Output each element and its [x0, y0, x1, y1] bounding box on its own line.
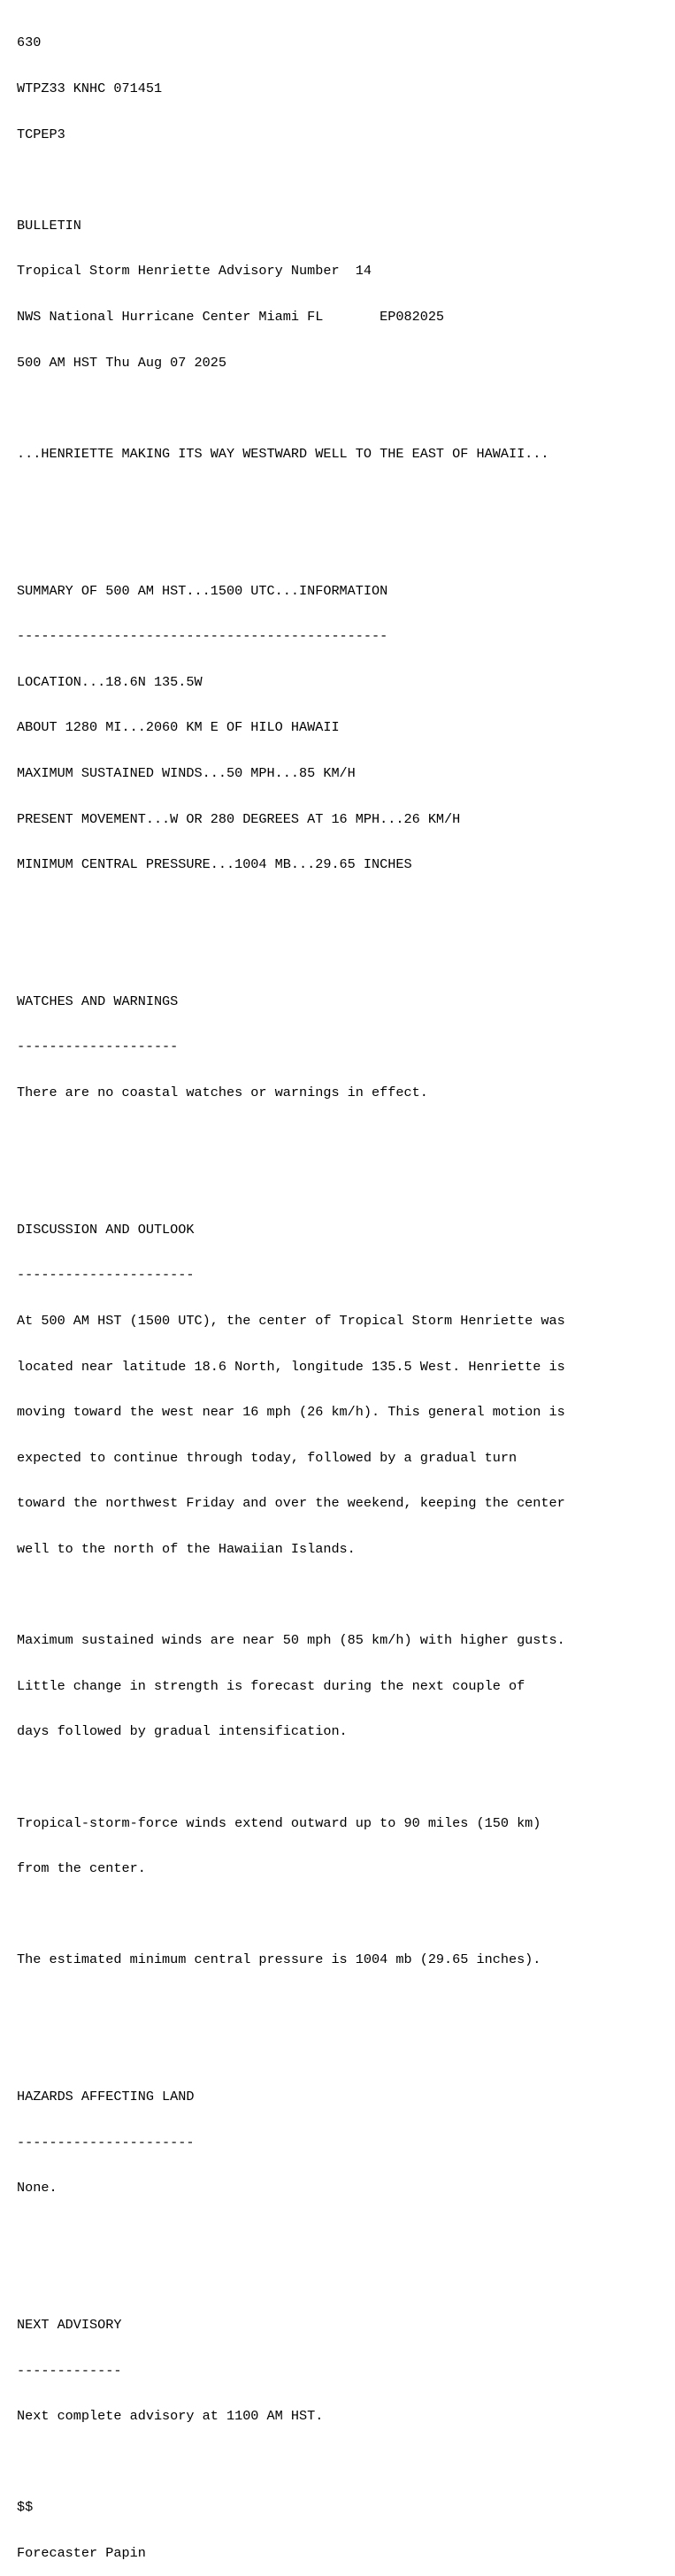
blank-line [17, 903, 565, 918]
hazards-text: None. [17, 2180, 58, 2196]
blank-line [17, 538, 565, 553]
blank-line [17, 2044, 565, 2059]
blank-line [17, 492, 565, 507]
summary-movement: PRESENT MOVEMENT...W OR 280 DEGREES AT 16 MPH...26 KM/H [17, 810, 461, 827]
advisory-title: Tropical Storm Henriette Advisory Number 14 [17, 263, 372, 280]
forecaster-signature: Forecaster Papin [17, 2545, 146, 2562]
discussion-line: moving toward the west near 16 mph (26 km/h). This general motion is [17, 1404, 565, 1421]
summary-heading: SUMMARY OF 500 AM HST...1500 UTC...INFORMATION [17, 582, 388, 599]
blank-line [17, 401, 565, 416]
discussion-line: Maximum sustained winds are near 50 mph (85 km/h) with higher gusts. [17, 1632, 565, 1649]
next-advisory-text: Next complete advisory at 1100 AM HST. [17, 2408, 324, 2425]
blank-line [17, 1131, 565, 1146]
summary-pressure: MINIMUM CENTRAL PRESSURE...1004 MB...29.65 INCHES [17, 856, 412, 873]
blank-line [17, 948, 565, 963]
blank-line [17, 2273, 565, 2288]
watches-text: There are no coastal watches or warnings in effect. [17, 1085, 428, 1101]
blank-line [17, 1770, 565, 1785]
headline: ...HENRIETTE MAKING ITS WAY WESTWARD WELL TO THE EAST OF HAWAII... [17, 445, 549, 462]
blank-line [17, 2455, 565, 2470]
blank-line [17, 1588, 565, 1603]
summary-location: LOCATION...18.6N 135.5W [17, 673, 203, 690]
summary-winds: MAXIMUM SUSTAINED WINDS...50 MPH...85 KM/H [17, 764, 356, 781]
discussion-line: The estimated minimum central pressure is 1004 mb (29.65 inches). [17, 1951, 541, 1968]
issuing-office: NWS National Hurricane Center Miami FL EP082025 [17, 308, 445, 325]
header-wmo-line: WTPZ33 KNHC 071451 [17, 80, 163, 96]
discussion-heading: DISCUSSION AND OUTLOOK [17, 1221, 195, 1238]
hazards-rule: ---------------------- [17, 2134, 195, 2150]
blank-line [17, 1907, 565, 1922]
watches-rule: -------------------- [17, 1039, 179, 1055]
hazards-heading: HAZARDS AFFECTING LAND [17, 2089, 195, 2105]
end-mark: $$ [17, 2499, 34, 2516]
watches-heading: WATCHES AND WARNINGS [17, 993, 179, 1009]
discussion-line: Tropical-storm-force winds extend outward up to 90 miles (150 km) [17, 1814, 541, 1831]
summary-rule: ---------------------------------------------- [17, 628, 388, 645]
discussion-line: Little change in strength is forecast during the next couple of [17, 1677, 525, 1694]
discussion-rule: ---------------------- [17, 1267, 195, 1284]
blank-line [17, 2227, 565, 2242]
discussion-line: expected to continue through today, followed by a gradual turn [17, 1449, 518, 1466]
discussion-line: located near latitude 18.6 North, longitude 135.5 West. Henriette is [17, 1358, 565, 1375]
blank-line [17, 1177, 565, 1192]
discussion-line: well to the north of the Hawaiian Islands. [17, 1541, 356, 1557]
discussion-line: At 500 AM HST (1500 UTC), the center of Tropical Storm Henriette was [17, 1313, 565, 1330]
header-code-line: 630 [17, 34, 42, 51]
blank-line [17, 172, 565, 188]
discussion-line: days followed by gradual intensification. [17, 1723, 348, 1740]
issue-time: 500 AM HST Thu Aug 07 2025 [17, 354, 226, 371]
bulletin-label: BULLETIN [17, 217, 81, 234]
advisory-document [17, 5, 565, 2576]
summary-distance: ABOUT 1280 MI...2060 KM E OF HILO HAWAII [17, 719, 340, 736]
next-advisory-heading: NEXT ADVISORY [17, 2317, 122, 2334]
discussion-line: from the center. [17, 1860, 146, 1877]
blank-line [17, 1998, 565, 2013]
next-advisory-rule: ------------- [17, 2362, 122, 2379]
discussion-line: toward the northwest Friday and over the weekend, keeping the center [17, 1495, 565, 1512]
header-awips-line: TCPEP3 [17, 126, 65, 142]
